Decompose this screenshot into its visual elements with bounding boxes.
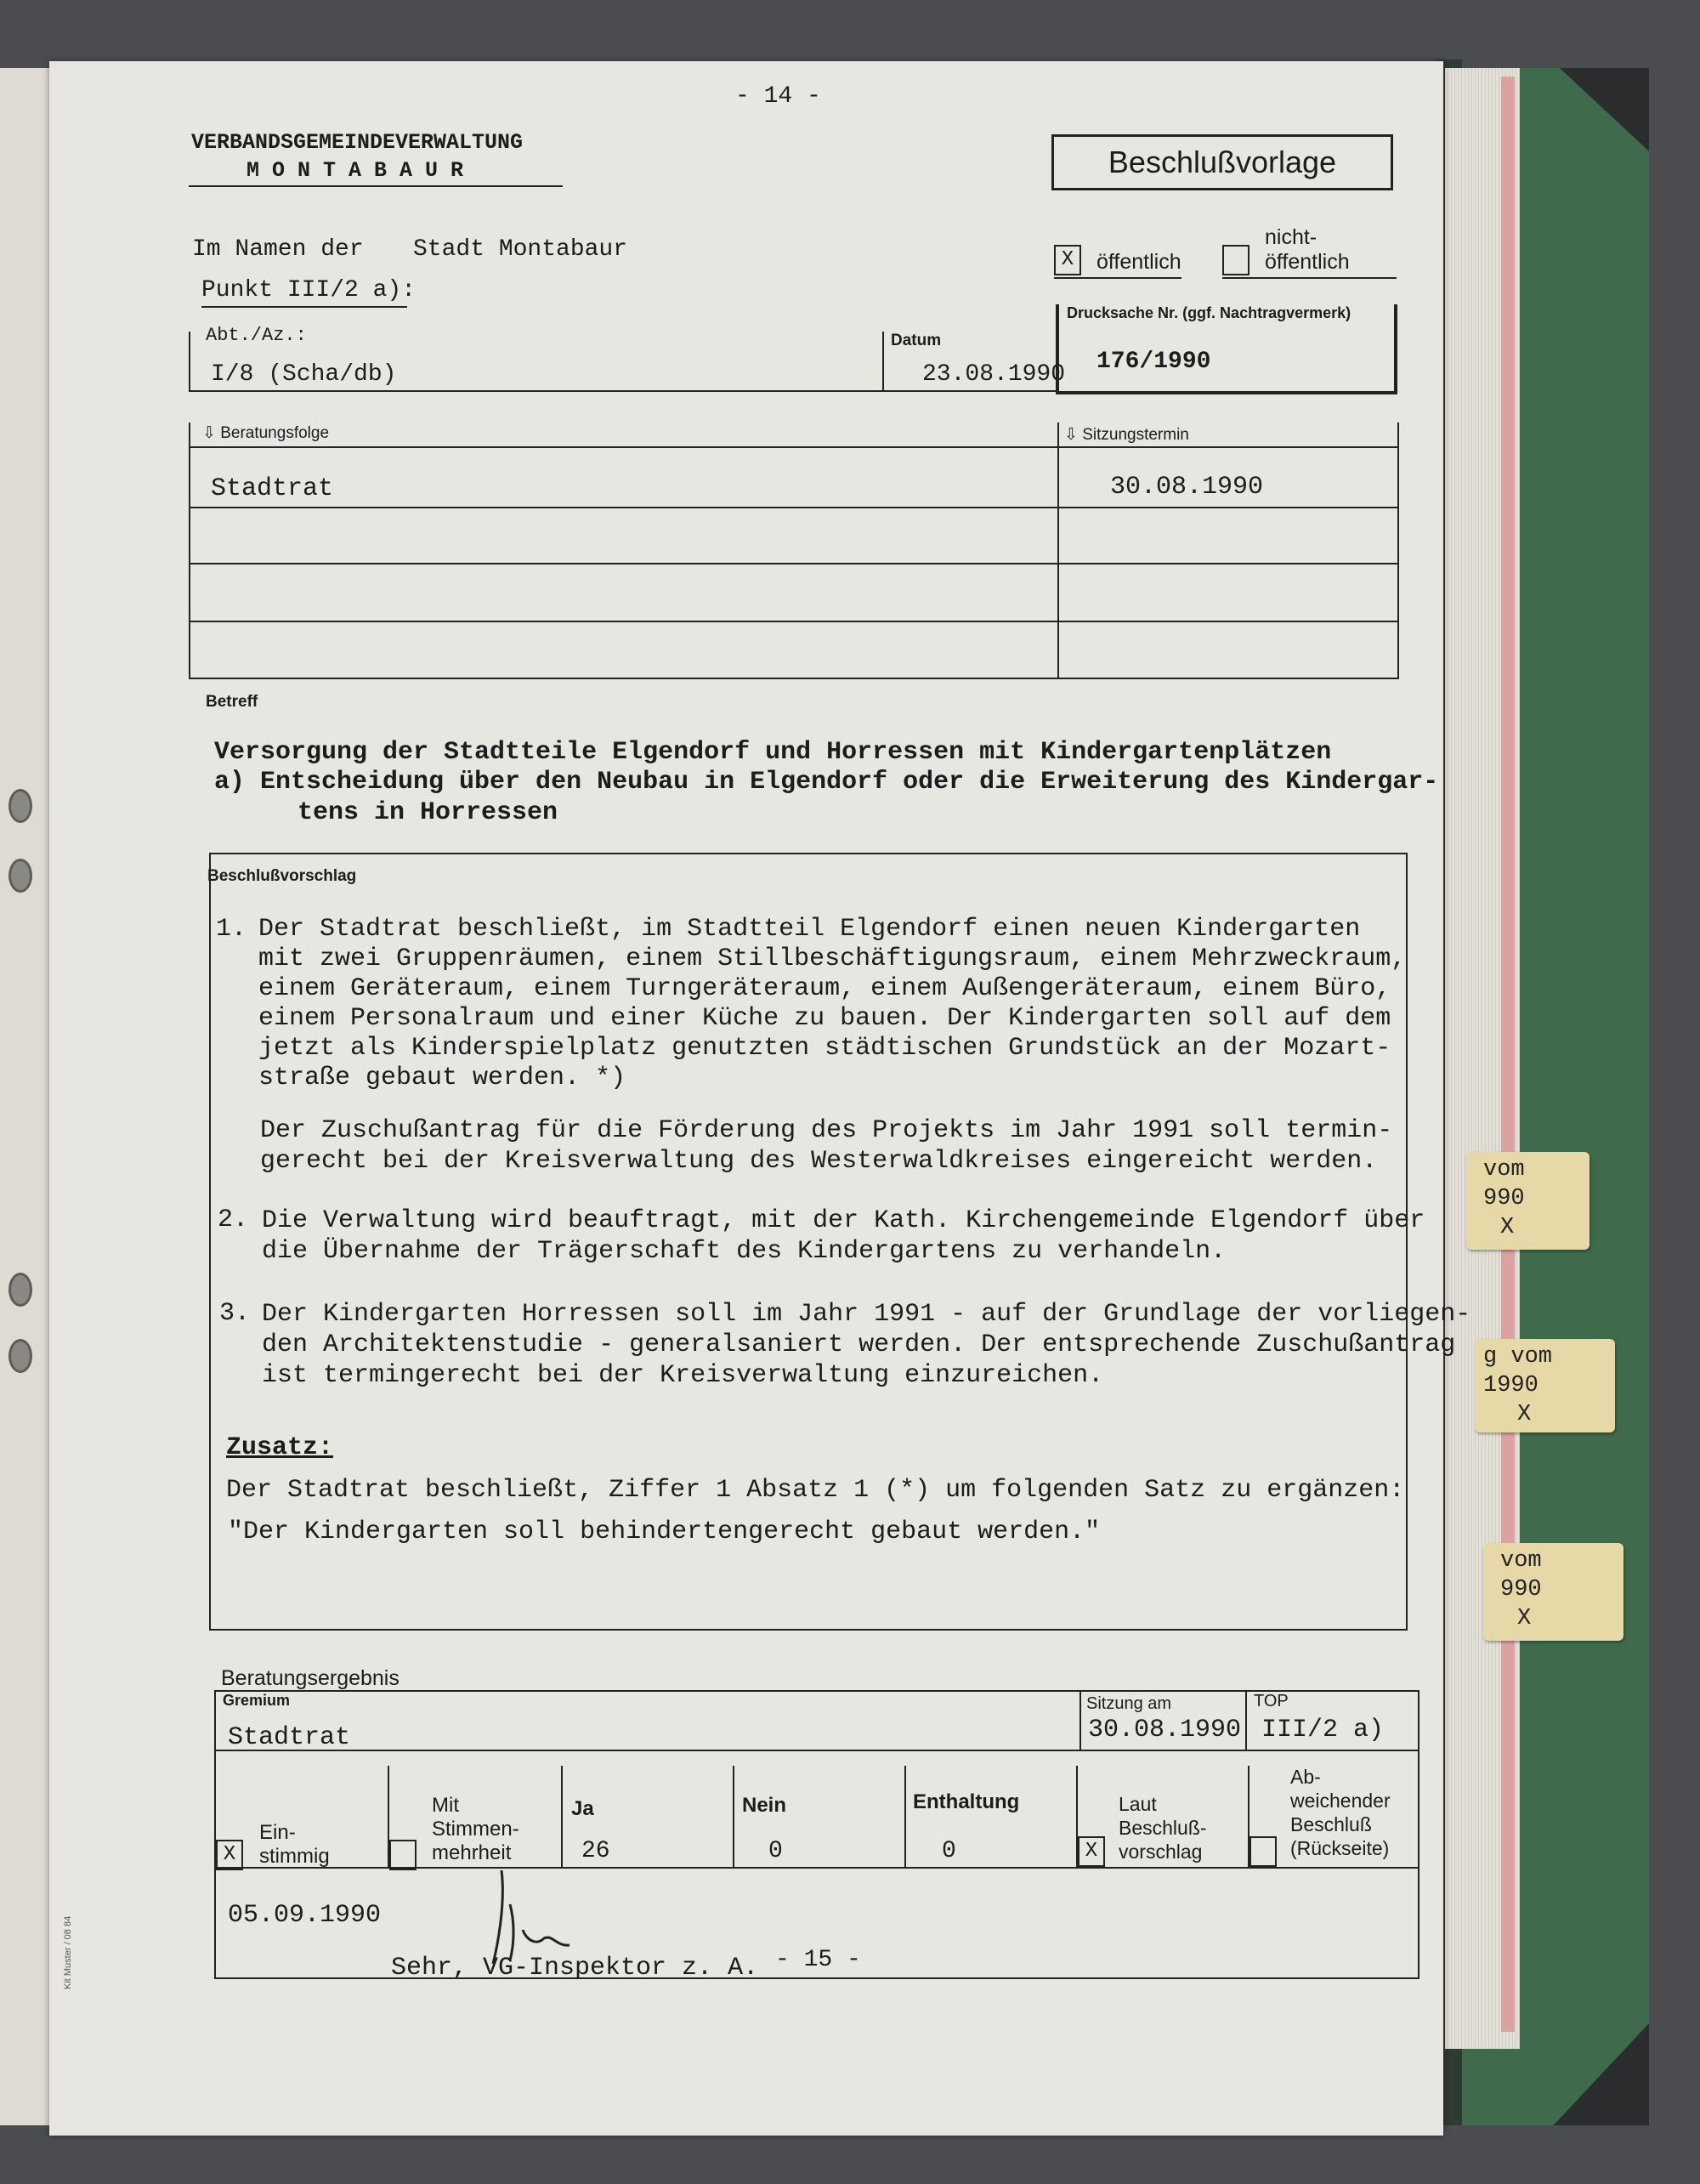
im-namen-value: Stadt Montabaur: [413, 236, 628, 263]
text-line: ist termingerecht bei der Kreisverwaltung einzureichen.: [262, 1361, 1104, 1390]
enthaltung-value: 0: [942, 1838, 956, 1864]
zusatz-text: Der Stadtrat beschließt, Ziffer 1 Absatz 1 (*) um folgenden Satz zu ergänzen:: [226, 1476, 1405, 1505]
arrow-down-icon: ⇩: [202, 424, 221, 442]
text-line: gerecht bei der Kreisverwaltung des Westerwaldkreises eingereicht werden.: [260, 1147, 1378, 1176]
org-name: VERBANDSGEMEINDEVERWALTUNG: [191, 130, 524, 155]
label-line: Ein-: [259, 1821, 296, 1844]
punkt-underline: [201, 306, 407, 308]
meta-divider: [882, 332, 884, 391]
table-row-line: [189, 563, 1399, 564]
meta-border: [189, 332, 190, 391]
abweichend-checkbox[interactable]: [1250, 1836, 1277, 1867]
im-namen-label: Im Namen der: [192, 236, 364, 263]
abt-value: I/8 (Scha/db): [211, 361, 397, 388]
punch-hole: [8, 1273, 32, 1307]
sitzung-label: Sitzung am: [1086, 1694, 1172, 1713]
nonpublic-label: öffentlich: [1265, 250, 1350, 274]
zusatz-text: "Der Kindergarten soll behindertengerecht gebaut werden.": [228, 1517, 1101, 1546]
tab-text: g vom: [1483, 1344, 1553, 1370]
betreff-line: Versorgung der Stadtteile Elgendorf und Horressen mit Kindergartenplätzen: [214, 738, 1332, 767]
tab-text: X: [1500, 1215, 1515, 1240]
zusatz-label: Zusatz:: [226, 1433, 334, 1462]
nein-label: Nein: [742, 1794, 787, 1817]
arrow-down-icon: ⇩: [1064, 426, 1083, 444]
tab-text: vom: [1500, 1548, 1542, 1574]
text-line: einem Geräteraum, einem Turngeräteraum, einem Außengeräteraum, einem Büro,: [258, 974, 1391, 1003]
nonpublic-underline: [1222, 277, 1397, 279]
tab-text: vom: [1483, 1157, 1525, 1183]
page-number-top: - 14 -: [735, 83, 821, 110]
signer-name: Sehr, VG-Inspektor z. A.: [391, 1954, 759, 1983]
footer-date: 05.09.1990: [228, 1901, 382, 1930]
text-line: Der Kindergarten Horressen soll im Jahr 1991 - auf der Grundlage der vorliegen-: [262, 1300, 1471, 1329]
item2-text: [262, 1205, 1425, 1267]
table-border: [189, 423, 190, 448]
punch-hole: [8, 859, 32, 893]
ergebnis-col-line: [1080, 1690, 1081, 1750]
table-row-line: [189, 621, 1399, 622]
tab-text: 1990: [1483, 1373, 1538, 1398]
table-row-line: [189, 507, 1399, 508]
index-tab[interactable]: [1475, 1339, 1615, 1432]
label-line: Ab-: [1290, 1766, 1321, 1788]
laut-vorschlag-checkbox[interactable]: X: [1078, 1836, 1105, 1867]
label-line: mehrheit: [432, 1841, 512, 1864]
tab-text: 990: [1483, 1186, 1525, 1211]
table-header-line: [189, 446, 1399, 448]
sitzungstermin-header: [1064, 425, 1189, 445]
text-line: Der Zuschußantrag für die Förderung des Projekts im Jahr 1991 soll termin-: [260, 1116, 1393, 1145]
label-line: (Rückseite): [1290, 1837, 1390, 1859]
tab-text: X: [1517, 1606, 1532, 1631]
public-underline: [1054, 277, 1182, 279]
punch-hole: [8, 789, 32, 823]
enthaltung-label: Enthaltung: [913, 1790, 1020, 1813]
top-value: III/2 a): [1261, 1716, 1385, 1744]
beratung-table: [189, 423, 1399, 679]
table-column-line: [1057, 423, 1059, 679]
label-line: Beschluß-: [1119, 1817, 1207, 1839]
laut-vorschlag-label: [1119, 1792, 1207, 1863]
ergebnis-label: Beratungsergebnis: [221, 1666, 400, 1690]
form-code: Kit Muster / 08 84: [63, 1915, 73, 1989]
red-page-edge: [1501, 77, 1515, 2032]
page-number-bottom: - 15 -: [775, 1947, 861, 1973]
text-line: den Architektenstudie - generalsaniert werden. Der entsprechende Zuschußantrag: [262, 1330, 1456, 1359]
beratung-gremium: Stadtrat: [211, 474, 334, 503]
sitzungstermin-label: Sitzungstermin: [1082, 426, 1189, 444]
ja-label: Ja: [571, 1797, 594, 1820]
meta-bottom-line: [189, 390, 1056, 392]
label-line: Stimmen-: [432, 1818, 519, 1841]
betreff-line: tens in Horressen: [298, 798, 558, 827]
beratung-termin: 30.08.1990: [1110, 473, 1264, 502]
drucksache-value: 176/1990: [1096, 349, 1211, 375]
beratungsfolge-label: Beratungsfolge: [220, 424, 330, 442]
label-line: Beschluß: [1290, 1813, 1372, 1835]
top-label: TOP: [1254, 1692, 1289, 1710]
tab-text: 990: [1500, 1577, 1542, 1603]
public-checkbox[interactable]: X: [1054, 245, 1081, 275]
public-label: öffentlich: [1096, 250, 1182, 274]
text-line: Die Verwaltung wird beauftragt, mit der Kath. Kirchengemeinde Elgendorf über: [262, 1206, 1425, 1235]
header-underline: [189, 185, 563, 187]
text-line: die Übernahme der Trägerschaft des Kindergartens zu verhandeln.: [262, 1237, 1227, 1266]
item-number: 1.: [216, 915, 247, 944]
text-line: straße gebaut werden. *): [258, 1064, 626, 1092]
abweichend-label: [1290, 1765, 1391, 1860]
tab-text: X: [1517, 1402, 1532, 1427]
index-tab[interactable]: [1483, 1543, 1624, 1641]
item-number: 3.: [219, 1299, 251, 1328]
drucksache-label: Drucksache Nr. (ggf. Nachtragvermerk): [1067, 304, 1352, 321]
label-line: Laut: [1119, 1793, 1157, 1815]
label-line: stimmig: [259, 1845, 330, 1868]
nonpublic-label: nicht-: [1265, 225, 1318, 249]
text-line: Der Stadtrat beschließt, im Stadtteil Elgendorf einen neuen Kindergarten: [258, 915, 1361, 944]
ja-value: 26: [581, 1838, 610, 1864]
ergebnis-col-line: [1245, 1690, 1247, 1750]
beschlussvorschlag-label: Beschlußvorschlag: [207, 867, 357, 885]
nonpublic-checkbox[interactable]: [1222, 245, 1250, 275]
text-line: jetzt als Kinderspielplatz genutzten städtischen Grundstück an der Mozart-: [258, 1034, 1391, 1063]
label-line: vorschlag: [1119, 1841, 1203, 1863]
punkt-label: Punkt III/2 a):: [201, 277, 416, 303]
vote-col-line: [561, 1766, 563, 1868]
sitzung-value: 30.08.1990: [1088, 1716, 1242, 1744]
beratungsfolge-header: [202, 423, 329, 443]
gremium-value: Stadtrat: [228, 1723, 351, 1752]
mehrheit-checkbox[interactable]: [389, 1840, 416, 1870]
einstimmig-checkbox[interactable]: X: [216, 1840, 243, 1870]
vote-col-line: [904, 1766, 906, 1868]
item1b-text: [260, 1115, 1392, 1177]
betreff-line: a) Entscheidung über den Neubau in Elgendorf oder die Erweiterung des Kindergar-: [214, 768, 1439, 797]
einstimmig-label: [259, 1821, 330, 1869]
org-city: M O N T A B A U R: [246, 158, 464, 183]
item1-text: [258, 915, 1406, 1093]
label-line: Mit: [432, 1794, 459, 1817]
datum-label: Datum: [891, 332, 942, 349]
left-page: [0, 68, 53, 2125]
betreff-label: Betreff: [206, 693, 258, 711]
abt-label: Abt./Az.:: [206, 325, 307, 346]
gremium-label: Gremium: [223, 1692, 291, 1709]
item-number: 2.: [218, 1205, 249, 1234]
label-line: weichender: [1290, 1790, 1391, 1812]
vote-col-line: [733, 1766, 734, 1868]
doc-type-box: Beschlußvorlage: [1051, 134, 1393, 190]
nein-value: 0: [768, 1838, 783, 1864]
ergebnis-row-line: [214, 1750, 1420, 1751]
text-line: einem Personalraum und einer Küche zu bauen. Der Kindergarten soll auf dem: [258, 1004, 1391, 1033]
text-line: mit zwei Gruppenräumen, einem Stillbeschäftigungsraum, einem Mehrzweckraum,: [258, 945, 1407, 973]
datum-value: 23.08.1990: [922, 361, 1066, 388]
item3-text: [262, 1299, 1470, 1391]
index-tab[interactable]: [1466, 1152, 1590, 1250]
punch-hole: [8, 1339, 32, 1373]
